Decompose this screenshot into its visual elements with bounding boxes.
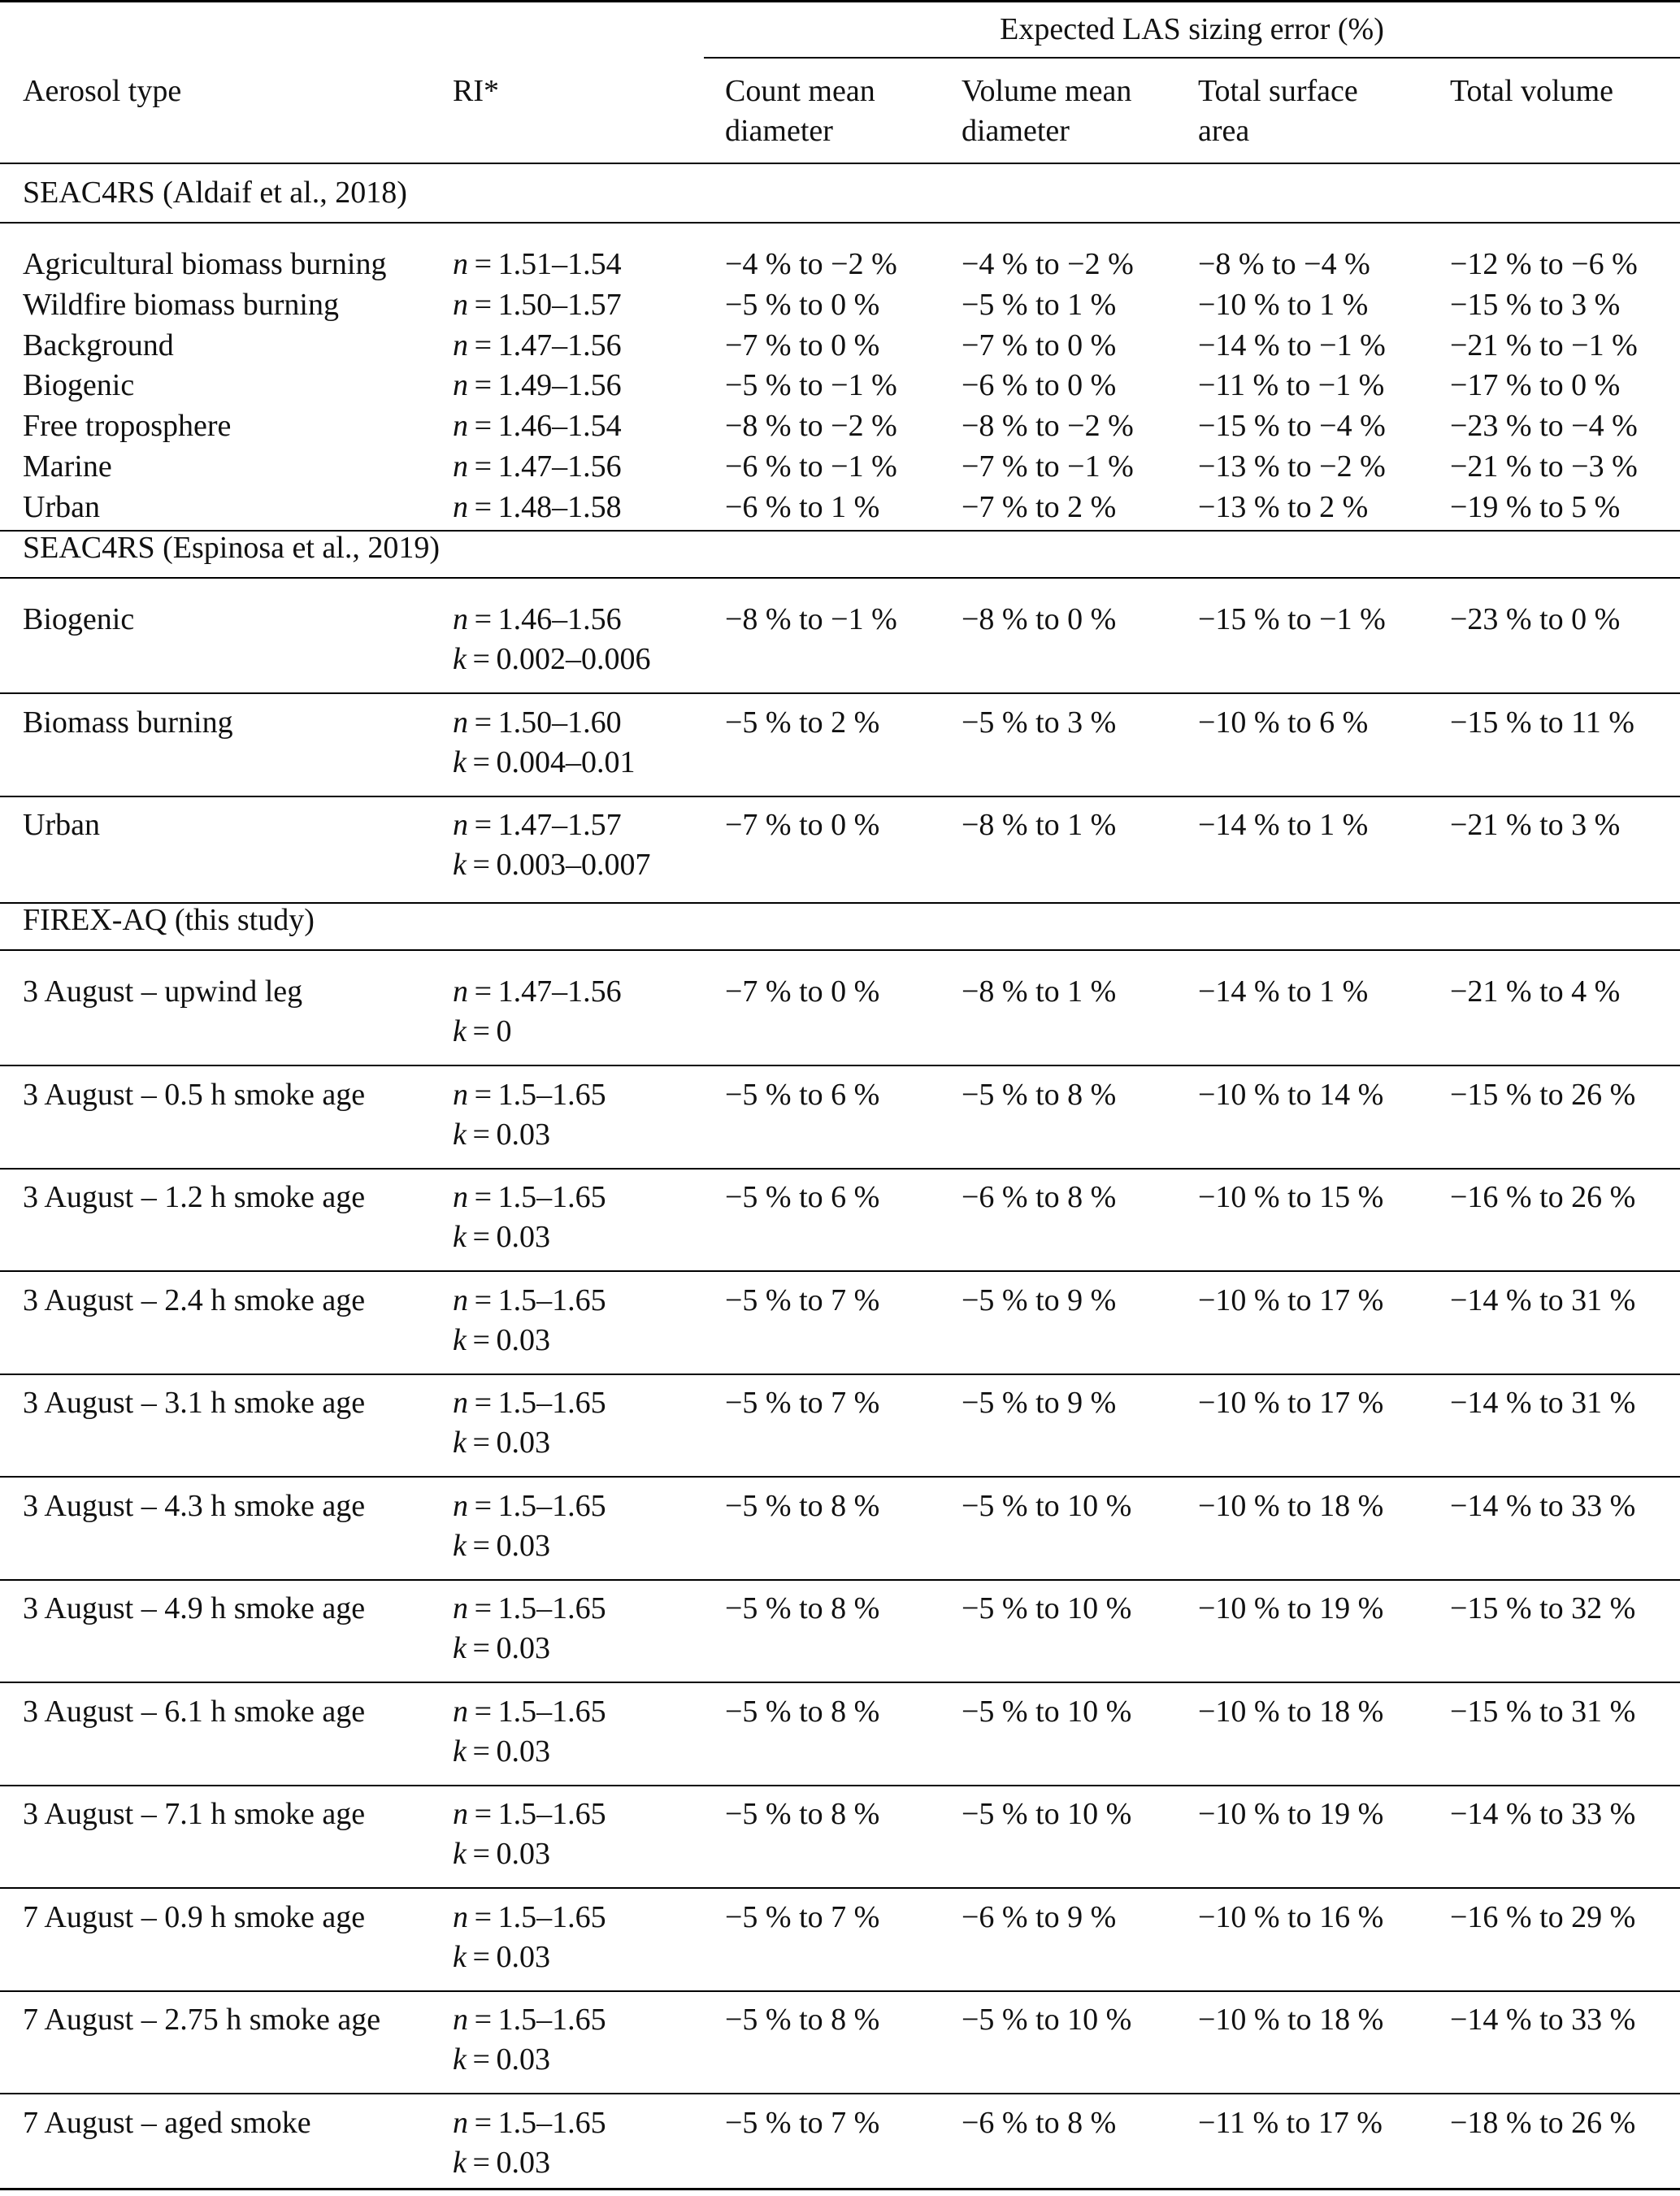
tv-error-cell: −12 % to −6 %	[1450, 247, 1638, 281]
ri-cell	[453, 447, 622, 487]
cmd-error-cell: −5 % to 8 %	[725, 1694, 880, 1729]
ri-cell	[453, 366, 622, 406]
row-rule	[0, 1374, 1680, 1375]
aerosol-type-cell: 7 August – 0.9 h smoke age	[23, 1899, 366, 1934]
tsa-error-cell: −10 % to 6 %	[1198, 705, 1369, 740]
cmd-error-cell: −6 % to −1 %	[725, 449, 897, 484]
aerosol-type-cell: Wildfire biomass burning	[23, 287, 339, 322]
ri-n: n = 1.50–1.60	[453, 705, 622, 740]
tsa-error-cell: −10 % to 17 %	[1198, 1282, 1384, 1317]
tsa-error-cell: −14 % to 1 %	[1198, 808, 1369, 842]
tsa-error-cell: −8 % to −4 %	[1198, 247, 1370, 281]
ri-cell	[453, 1281, 606, 1361]
aerosol-type-cell: Biogenic	[23, 368, 135, 403]
ri-n-value: 1.47–1.56	[497, 449, 622, 484]
section-title: FIREX-AQ (this study)	[23, 903, 315, 937]
aerosol-type-cell: Background	[23, 328, 174, 362]
group-header-rule	[704, 57, 1680, 59]
cmd-error-cell: −8 % to −2 %	[725, 409, 897, 444]
aerosol-type-cell: Marine	[23, 449, 112, 484]
ri-n-value: 1.47–1.56	[497, 328, 622, 362]
ri-cell	[453, 1383, 606, 1463]
tv-error-cell: −17 % to 0 %	[1450, 368, 1621, 403]
ri-k-value: 0.002–0.006	[496, 642, 651, 676]
tv-error-cell: −21 % to 3 %	[1450, 808, 1621, 842]
ri-k-value: 0.03	[496, 2145, 551, 2180]
ri-n-value: 1.51–1.54	[497, 247, 622, 281]
ri-n: n = 1.5–1.65	[453, 1591, 606, 1625]
ri-cell	[453, 1795, 606, 1874]
ri-k-value: 0.03	[496, 1117, 551, 1152]
ri-n: n = 1.49–1.56	[453, 368, 622, 403]
tsa-error-cell: −14 % to −1 %	[1198, 328, 1386, 362]
section-title: SEAC4RS (Aldaif et al., 2018)	[23, 176, 407, 210]
ri-cell	[453, 1692, 606, 1772]
tv-error-cell: −21 % to −3 %	[1450, 449, 1638, 484]
ri-n: n = 1.5–1.65	[453, 2003, 606, 2037]
ri-n: n = 1.5–1.65	[453, 1077, 606, 1112]
ri-cell	[453, 2103, 606, 2183]
ri-k: k = 0.03	[453, 1322, 551, 1357]
tv-error-cell: −16 % to 29 %	[1450, 1899, 1636, 1934]
vmd-error-cell: −7 % to 0 %	[962, 328, 1117, 362]
header-total-surface-area	[1198, 72, 1358, 151]
tv-error-cell: −14 % to 31 %	[1450, 1386, 1636, 1420]
ri-n-value: 1.48–1.58	[497, 489, 622, 524]
vmd-error-cell: −5 % to 10 %	[962, 2003, 1132, 2037]
tsa-error-cell: −10 % to 17 %	[1198, 1386, 1384, 1420]
row-rule	[0, 1682, 1680, 1683]
ri-n: n = 1.5–1.65	[453, 1282, 606, 1317]
ri-cell	[453, 1486, 606, 1566]
ri-k: k = 0.004–0.01	[453, 744, 636, 779]
ri-k: k = 0.03	[453, 1734, 551, 1769]
ri-n-value: 1.47–1.56	[497, 974, 622, 1009]
vmd-error-cell: −5 % to 10 %	[962, 1488, 1132, 1523]
cmd-error-cell: −5 % to 6 %	[725, 1077, 880, 1112]
ri-cell	[453, 1589, 606, 1669]
vmd-error-cell: −5 % to 3 %	[962, 705, 1117, 740]
ri-n-value: 1.5–1.65	[497, 1591, 606, 1625]
header-vmd-line2: diameter	[962, 114, 1070, 148]
ri-k-value: 0.03	[496, 2042, 551, 2077]
ri-n-value: 1.5–1.65	[497, 2003, 606, 2037]
cmd-error-cell: −5 % to 7 %	[725, 1282, 880, 1317]
ri-n: n = 1.48–1.58	[453, 489, 622, 524]
tv-error-cell: −14 % to 33 %	[1450, 2003, 1636, 2037]
tsa-error-cell: −15 % to −4 %	[1198, 409, 1386, 444]
vmd-error-cell: −8 % to −2 %	[962, 409, 1134, 444]
ri-n: n = 1.47–1.57	[453, 808, 622, 842]
aerosol-type-cell: 7 August – aged smoke	[23, 2105, 311, 2140]
vmd-error-cell: −6 % to 0 %	[962, 368, 1117, 403]
aerosol-type-cell: 3 August – 4.3 h smoke age	[23, 1488, 366, 1523]
ri-n-value: 1.5–1.65	[497, 2105, 606, 2140]
ri-n-value: 1.5–1.65	[497, 1282, 606, 1317]
tsa-error-cell: −14 % to 1 %	[1198, 974, 1369, 1009]
ri-n-value: 1.47–1.57	[497, 808, 622, 842]
aerosol-type-cell: Biomass burning	[23, 705, 233, 740]
ri-k-value: 0	[496, 1014, 512, 1048]
row-rule	[0, 1579, 1680, 1581]
vmd-error-cell: −5 % to 9 %	[962, 1386, 1117, 1420]
aerosol-type-cell: Urban	[23, 808, 100, 842]
tsa-error-cell: −10 % to 18 %	[1198, 1694, 1384, 1729]
row-rule	[0, 1270, 1680, 1272]
tsa-error-cell: −10 % to 19 %	[1198, 1797, 1384, 1831]
tsa-error-cell: −10 % to 14 %	[1198, 1077, 1384, 1112]
aerosol-type-cell: Free troposphere	[23, 409, 232, 444]
cmd-error-cell: −5 % to 8 %	[725, 1488, 880, 1523]
cmd-error-cell: −6 % to 1 %	[725, 489, 880, 524]
ri-n-value: 1.49–1.56	[497, 368, 622, 403]
header-rule	[0, 163, 1680, 164]
ri-k-value: 0.003–0.007	[496, 848, 651, 882]
cmd-error-cell: −7 % to 0 %	[725, 328, 880, 362]
ri-n-value: 1.5–1.65	[497, 1180, 606, 1214]
ri-k: k = 0.002–0.006	[453, 642, 651, 676]
ri-cell	[453, 245, 622, 284]
cmd-error-cell: −5 % to 7 %	[725, 2105, 880, 2140]
cmd-error-cell: −8 % to −1 %	[725, 602, 897, 636]
ri-k: k = 0.03	[453, 1837, 551, 1871]
aerosol-type-cell: Agricultural biomass burning	[23, 247, 387, 281]
tv-error-cell: −16 % to 26 %	[1450, 1180, 1636, 1214]
header-volume-mean-diameter	[962, 72, 1131, 151]
aerosol-type-cell: 3 August – 4.9 h smoke age	[23, 1591, 366, 1625]
vmd-error-cell: −7 % to 2 %	[962, 489, 1117, 524]
ri-n: n = 1.47–1.56	[453, 328, 622, 362]
vmd-error-cell: −5 % to 10 %	[962, 1694, 1132, 1729]
section-title: SEAC4RS (Espinosa et al., 2019)	[23, 531, 440, 565]
row-rule	[0, 796, 1680, 797]
ri-k-value: 0.03	[496, 1837, 551, 1871]
aerosol-type-cell: Biogenic	[23, 602, 135, 636]
header-tsa-line1: Total surface	[1198, 74, 1358, 108]
ri-n-value: 1.50–1.57	[497, 287, 622, 322]
ri-k: k = 0.003–0.007	[453, 848, 651, 882]
vmd-error-cell: −8 % to 1 %	[962, 808, 1117, 842]
ri-n: n = 1.47–1.56	[453, 974, 622, 1009]
ri-k: k = 0.03	[453, 1528, 551, 1563]
tsa-error-cell: −11 % to 17 %	[1198, 2105, 1383, 2140]
tsa-error-cell: −13 % to 2 %	[1198, 489, 1369, 524]
vmd-error-cell: −5 % to 1 %	[962, 287, 1117, 322]
tv-error-cell: −14 % to 31 %	[1450, 1282, 1636, 1317]
header-cmd-line2: diameter	[725, 114, 833, 148]
cmd-error-cell: −5 % to 8 %	[725, 2003, 880, 2037]
bottom-rule	[0, 2188, 1680, 2190]
ri-n: n = 1.5–1.65	[453, 2105, 606, 2140]
ri-n: n = 1.46–1.56	[453, 602, 622, 636]
ri-k-value: 0.004–0.01	[496, 744, 636, 779]
tv-error-cell: −21 % to 4 %	[1450, 974, 1621, 1009]
ri-k: k = 0.03	[453, 2145, 551, 2180]
cmd-error-cell: −5 % to 7 %	[725, 1386, 880, 1420]
ri-cell	[453, 406, 622, 446]
tv-error-cell: −21 % to −1 %	[1450, 328, 1638, 362]
ri-n-value: 1.5–1.65	[497, 1899, 606, 1934]
cmd-error-cell: −4 % to −2 %	[725, 247, 897, 281]
tv-error-cell: −15 % to 26 %	[1450, 1077, 1636, 1112]
ri-cell	[453, 1178, 606, 1257]
ri-n: n = 1.5–1.65	[453, 1899, 606, 1934]
ri-n-value: 1.5–1.65	[497, 1077, 606, 1112]
vmd-error-cell: −5 % to 8 %	[962, 1077, 1117, 1112]
vmd-error-cell: −5 % to 10 %	[962, 1591, 1132, 1625]
ri-cell	[453, 1898, 606, 1977]
ri-k: k = 0.03	[453, 1117, 551, 1152]
tv-error-cell: −15 % to 3 %	[1450, 287, 1621, 322]
ri-cell	[453, 285, 622, 325]
cmd-error-cell: −5 % to 0 %	[725, 287, 880, 322]
aerosol-type-cell: 3 August – 7.1 h smoke age	[23, 1797, 366, 1831]
aerosol-type-cell: 3 August – 2.4 h smoke age	[23, 1282, 366, 1317]
ri-n: n = 1.5–1.65	[453, 1386, 606, 1420]
ri-k-value: 0.03	[496, 1426, 551, 1460]
tv-error-cell: −14 % to 33 %	[1450, 1797, 1636, 1831]
ri-k-value: 0.03	[496, 1528, 551, 1563]
ri-n-value: 1.5–1.65	[497, 1694, 606, 1729]
tv-error-cell: −15 % to 11 %	[1450, 705, 1634, 740]
aerosol-type-cell: 3 August – 6.1 h smoke age	[23, 1694, 366, 1729]
ri-n: n = 1.46–1.54	[453, 409, 622, 444]
ri-cell	[453, 805, 651, 885]
ri-cell	[453, 600, 651, 679]
cmd-error-cell: −5 % to 8 %	[725, 1797, 880, 1831]
tv-error-cell: −14 % to 33 %	[1450, 1488, 1636, 1523]
ri-cell	[453, 2000, 606, 2080]
ri-k-value: 0.03	[496, 1220, 551, 1254]
row-rule	[0, 1887, 1680, 1889]
header-aerosol-type: Aerosol type	[23, 74, 182, 108]
ri-k-value: 0.03	[496, 1631, 551, 1665]
vmd-error-cell: −6 % to 8 %	[962, 1180, 1117, 1214]
cmd-error-cell: −5 % to 6 %	[725, 1180, 880, 1214]
group-header: Expected LAS sizing error (%)	[1000, 12, 1384, 46]
ri-n-value: 1.5–1.65	[497, 1797, 606, 1831]
aerosol-type-cell: 7 August – 2.75 h smoke age	[23, 2003, 381, 2037]
tv-error-cell: −15 % to 32 %	[1450, 1591, 1636, 1625]
row-rule	[0, 692, 1680, 694]
ri-cell	[453, 703, 636, 783]
header-total-volume: Total volume	[1450, 74, 1614, 108]
tv-error-cell: −15 % to 31 %	[1450, 1694, 1636, 1729]
ri-n: n = 1.5–1.65	[453, 1488, 606, 1523]
ri-n-value: 1.46–1.54	[497, 409, 622, 444]
top-rule	[0, 0, 1680, 2]
ri-cell	[453, 972, 622, 1052]
tsa-error-cell: −10 % to 18 %	[1198, 2003, 1384, 2037]
header-vmd-line1: Volume mean	[962, 74, 1132, 108]
tv-error-cell: −23 % to 0 %	[1450, 602, 1621, 636]
vmd-error-cell: −5 % to 10 %	[962, 1797, 1132, 1831]
row-rule	[0, 1476, 1680, 1478]
ri-n-value: 1.5–1.65	[497, 1386, 606, 1420]
tsa-error-cell: −10 % to 18 %	[1198, 1488, 1384, 1523]
aerosol-type-cell: 3 August – 0.5 h smoke age	[23, 1077, 366, 1112]
cmd-error-cell: −5 % to 2 %	[725, 705, 880, 740]
aerosol-type-cell: 3 August – 3.1 h smoke age	[23, 1386, 366, 1420]
ri-k: k = 0	[453, 1014, 512, 1048]
header-ri: RI*	[453, 74, 499, 108]
ri-k-value: 0.03	[496, 1734, 551, 1769]
cmd-error-cell: −5 % to −1 %	[725, 368, 897, 403]
ri-k: k = 0.03	[453, 1426, 551, 1460]
aerosol-type-cell: Urban	[23, 489, 100, 524]
ri-n: n = 1.50–1.57	[453, 287, 622, 322]
tsa-error-cell: −11 % to −1 %	[1198, 368, 1385, 403]
aerosol-type-cell: 3 August – 1.2 h smoke age	[23, 1180, 366, 1214]
tv-error-cell: −19 % to 5 %	[1450, 489, 1621, 524]
tsa-error-cell: −10 % to 1 %	[1198, 287, 1369, 322]
tv-error-cell: −23 % to −4 %	[1450, 409, 1638, 444]
aerosol-type-cell: 3 August – upwind leg	[23, 974, 303, 1009]
vmd-error-cell: −6 % to 8 %	[962, 2105, 1117, 2140]
tsa-error-cell: −10 % to 19 %	[1198, 1591, 1384, 1625]
cmd-error-cell: −5 % to 8 %	[725, 1591, 880, 1625]
tsa-error-cell: −10 % to 16 %	[1198, 1899, 1384, 1934]
ri-cell	[453, 326, 622, 366]
row-rule	[0, 1168, 1680, 1170]
row-rule	[0, 1990, 1680, 1992]
vmd-error-cell: −4 % to −2 %	[962, 247, 1134, 281]
tsa-error-cell: −15 % to −1 %	[1198, 602, 1386, 636]
section-title-rule	[0, 222, 1680, 224]
vmd-error-cell: −6 % to 9 %	[962, 1899, 1117, 1934]
ri-k: k = 0.03	[453, 2042, 551, 2077]
section-title-rule	[0, 949, 1680, 951]
tsa-error-cell: −10 % to 15 %	[1198, 1180, 1384, 1214]
row-rule	[0, 1785, 1680, 1786]
ri-cell	[453, 488, 622, 527]
row-rule	[0, 2093, 1680, 2094]
ri-n: n = 1.5–1.65	[453, 1797, 606, 1831]
ri-n-value: 1.5–1.65	[497, 1488, 606, 1523]
cmd-error-cell: −5 % to 7 %	[725, 1899, 880, 1934]
header-count-mean-diameter	[725, 72, 875, 151]
ri-k: k = 0.03	[453, 1220, 551, 1254]
row-rule	[0, 1065, 1680, 1066]
ri-k: k = 0.03	[453, 1939, 551, 1974]
section-title-rule	[0, 577, 1680, 579]
ri-n: n = 1.5–1.65	[453, 1694, 606, 1729]
vmd-error-cell: −7 % to −1 %	[962, 449, 1134, 484]
tsa-error-cell: −13 % to −2 %	[1198, 449, 1386, 484]
header-tsa-line2: area	[1198, 114, 1250, 148]
header-cmd-line1: Count mean	[725, 74, 875, 108]
ri-n-value: 1.46–1.56	[497, 602, 622, 636]
ri-cell	[453, 1075, 606, 1155]
vmd-error-cell: −8 % to 1 %	[962, 974, 1117, 1009]
ri-k-value: 0.03	[496, 1939, 551, 1974]
ri-n: n = 1.51–1.54	[453, 247, 622, 281]
vmd-error-cell: −8 % to 0 %	[962, 602, 1117, 636]
ri-n: n = 1.5–1.65	[453, 1180, 606, 1214]
tv-error-cell: −18 % to 26 %	[1450, 2105, 1636, 2140]
ri-n-value: 1.50–1.60	[497, 705, 622, 740]
ri-k-value: 0.03	[496, 1322, 551, 1357]
vmd-error-cell: −5 % to 9 %	[962, 1282, 1117, 1317]
ri-k: k = 0.03	[453, 1631, 551, 1665]
cmd-error-cell: −7 % to 0 %	[725, 808, 880, 842]
cmd-error-cell: −7 % to 0 %	[725, 974, 880, 1009]
ri-n: n = 1.47–1.56	[453, 449, 622, 484]
